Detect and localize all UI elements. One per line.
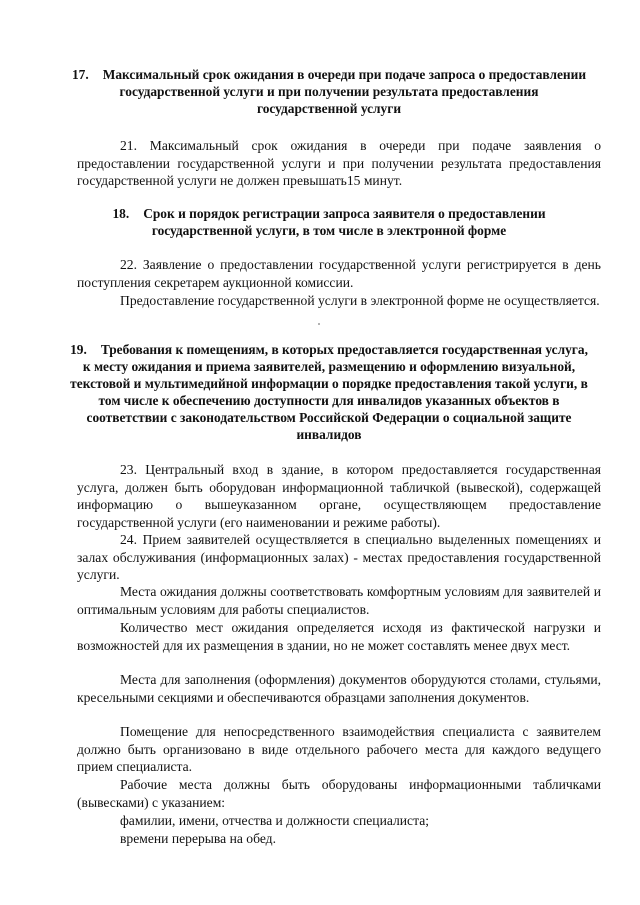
- section-19-heading: [70, 341, 588, 443]
- section-17-title: Максимальный срок ожидания в очереди при подаче запроса о предоставлении государственной услуги и при получении результата предоставления государственной услуги: [102, 67, 587, 116]
- paragraph-21: 21. Максимальный срок ожидания в очереди при подаче заявления о предоставлении государственной услуги и при получении результата предоставления государственной услуги не должен превышать15 минут.: [77, 138, 601, 189]
- paragraph-23: 23. Центральный вход в здание, в котором предоставляется государственная услуга, должен быть оборудован информационной табличкой (вывеской), содержащей информацию о вышеуказанном органе, осуществляющем предоставление государственной услуги (его наименовании и режиме работы).: [77, 462, 601, 530]
- list-item: времени перерыва на обед.: [120, 831, 276, 846]
- section-19-number: 19.: [70, 342, 87, 357]
- section-17-heading: [70, 66, 588, 117]
- paragraph-24: 24. Прием заявителей осуществляется в специально выделенных помещениях и залах обслуживания (информационных залах) - местах предоставления государственной услуги.: [77, 532, 601, 583]
- section-18-heading: [70, 205, 588, 239]
- paragraph-22-b: Предоставление государственной услуги в электронной форме не осуществляется.: [120, 293, 600, 308]
- scan-speck: [318, 323, 320, 325]
- paragraph-24-d: Места для заполнения (оформления) документов оборудуются столами, стульями, кресельными секциями и обеспечиваются образцами заполнения документов.: [77, 672, 601, 705]
- section-17-number: 17.: [71, 67, 89, 82]
- section-18-number: 18.: [112, 206, 130, 221]
- section-19-title: Требования к помещениям, в которых предоставляется государственная услуга, к месту ожидания и приема заявителей, размещению и оформлению визуальной, текстовой и мультимедийной информации о порядке предоставления такой услуги, в том числе к обеспечению доступности для инвалидов указанных объектов в соответствии с законодательством Российской Федерации о социальной защите инвалидов: [70, 342, 588, 442]
- paragraph-24-c: Количество мест ожидания определяется исходя из фактической нагрузки и возможностей для их размещения в здании, но не может составлять менее двух мест.: [77, 620, 601, 653]
- section-18-title: Срок и порядок регистрации запроса заявителя о предоставлении государственной услуги, в том числе в электронной форме: [143, 206, 546, 238]
- paragraph-22: 22. Заявление о предоставлении государственной услуги регистрируется в день поступления секретарем аукционной комиссии.: [77, 257, 601, 290]
- list-item: фамилии, имени, отчества и должности специалиста;: [120, 813, 430, 828]
- paragraph-24-e: Помещение для непосредственного взаимодействия специалиста с заявителем должно быть организовано в виде отдельного рабочего места для каждого ведущего прием специалиста.: [77, 724, 601, 775]
- paragraph-24-f: Рабочие места должны быть оборудованы информационными табличками (вывесками) с указанием:: [77, 777, 601, 810]
- paragraph-24-b: Места ожидания должны соответствовать комфортным условиям для заявителей и оптимальным условиям для работы специалистов.: [77, 584, 601, 617]
